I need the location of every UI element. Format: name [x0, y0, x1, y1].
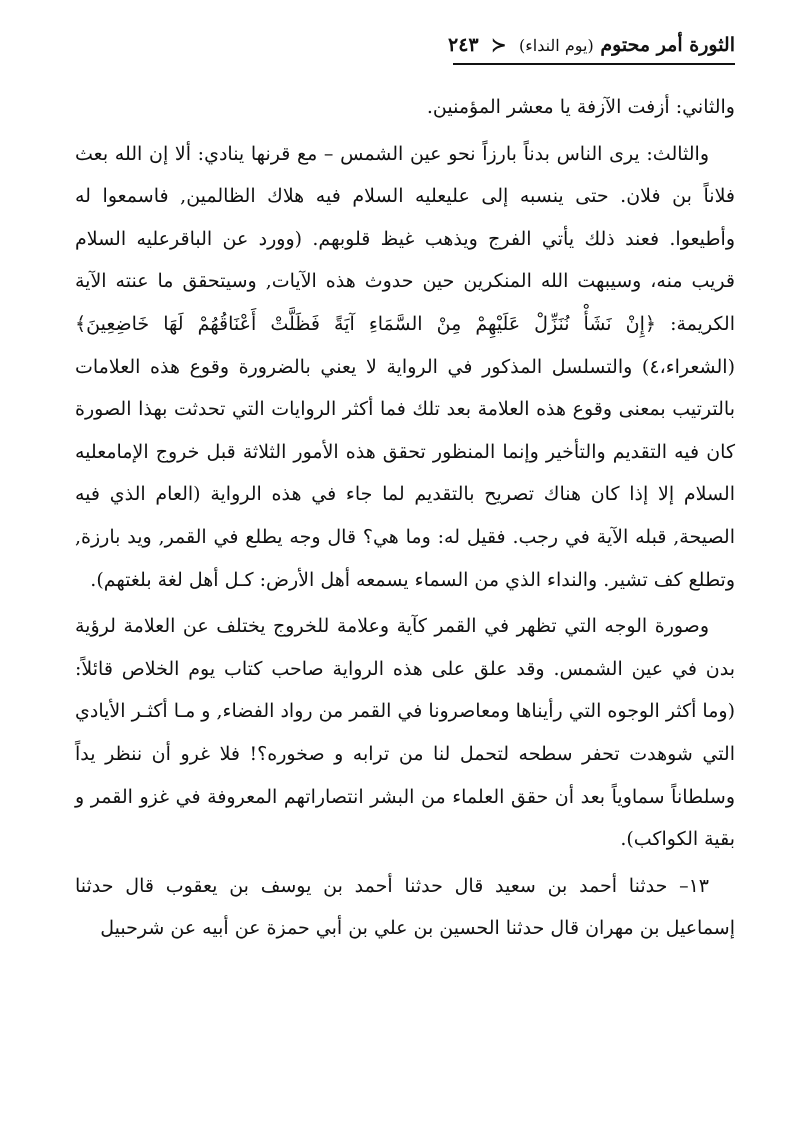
paragraph: وصورة الوجه التي تظهر في القمر كآية وعلامة للخروج يختلف عن العلامة لرؤية بدن في عين الشمس. وقد علق على هذه الرواية صاحب كتاب يوم الخلاص قائلاً: (وما أكثر الوجوه التي رأيناها ومعاصرونا في القمر من رواد الفضاء, و مـا أكثـر الأيادي التي شوهدت تحفر سطحه لتحمل لنا من ترابه و صخوره؟! فلا غرو أن ننظر يداً وسلطاناً سماوياً بعد أن حقق العلماء من البشر انتصاراتهم المعروفة في غزو القمر و بقية الكواكب). — [75, 615, 735, 851]
header-subtitle: (يوم النداء) — [518, 36, 594, 55]
running-title — [448, 34, 735, 56]
paragraph: والثالث: يرى الناس بدناً بارزاً نحو عين الشمس – مع قرنها ينادي: ألا إن الله بعث فلاناً بن فلان. حتى ينسبه إلى عليعليه السلام فيه هلاك الظالمين, فاسمعوا له وأطيعوا. فعند ذلك يأتي الفرج ويذهب غيظ قلوبهم. (وورد عن الباقرعليه السلام قريب منه، وسيبهت الله المنكرين حين حدوث هذه الآيات, وسيتحقق ما عنته الآية الكريمة: ﴿إِنْ نَشَأْ نُنَزِّلْ عَلَيْهِمْ مِنْ السَّمَاءِ آيَةً فَظَلَّتْ أَعْنَاقُهُمْ لَهَا خَاضِعِينَ﴾(الشعراء،٤) والتسلسل المذكور في الرواية لا يعني بالضرورة وقوع هذه العلامات بالترتيب بمعنى وقوع هذه العلامة بعد تلك فما أكثر الروايات التي تحدثت بهذا الصورة كان فيه التقديم والتأخير وإنما المنظور تحقق هذه الأمور الثلاثة قبل خروج الإمامعليه السلام إلا إذا كان هناك تصريح بالتقديم لما جاء في هذه الرواية (العام الذي فيه الصيحة, قبله الآية في رجب. فقيل له: وما هي؟ قال وجه يطلع في القمر, ويد بارزة, وتطلع كف تشير. والنداء الذي من السماء يسمعه أهل الأرض: كـل أهل لغة بلغتهم). — [75, 142, 736, 591]
paragraph: ١٣– حدثنا أحمد بن سعيد قال حدثنا أحمد بن يوسف بن يعقوب قال حدثنا إسماعيل بن مهران قال حدثنا الحسين بن علي بن أبي حمزة عن أبيه عن شرحبيل — [75, 874, 735, 940]
paragraph: والثاني: أزفت الآزفة يا معشر المؤمنين. — [426, 96, 735, 118]
arrow-left-icon: ≺ — [491, 35, 507, 56]
book-page — [75, 28, 735, 954]
header-rule — [453, 63, 735, 65]
header-title: الثورة أمر محتوم — [600, 34, 735, 56]
page-number: ٢٤٣ — [448, 34, 479, 56]
page-body — [75, 86, 735, 950]
running-header — [75, 28, 735, 62]
